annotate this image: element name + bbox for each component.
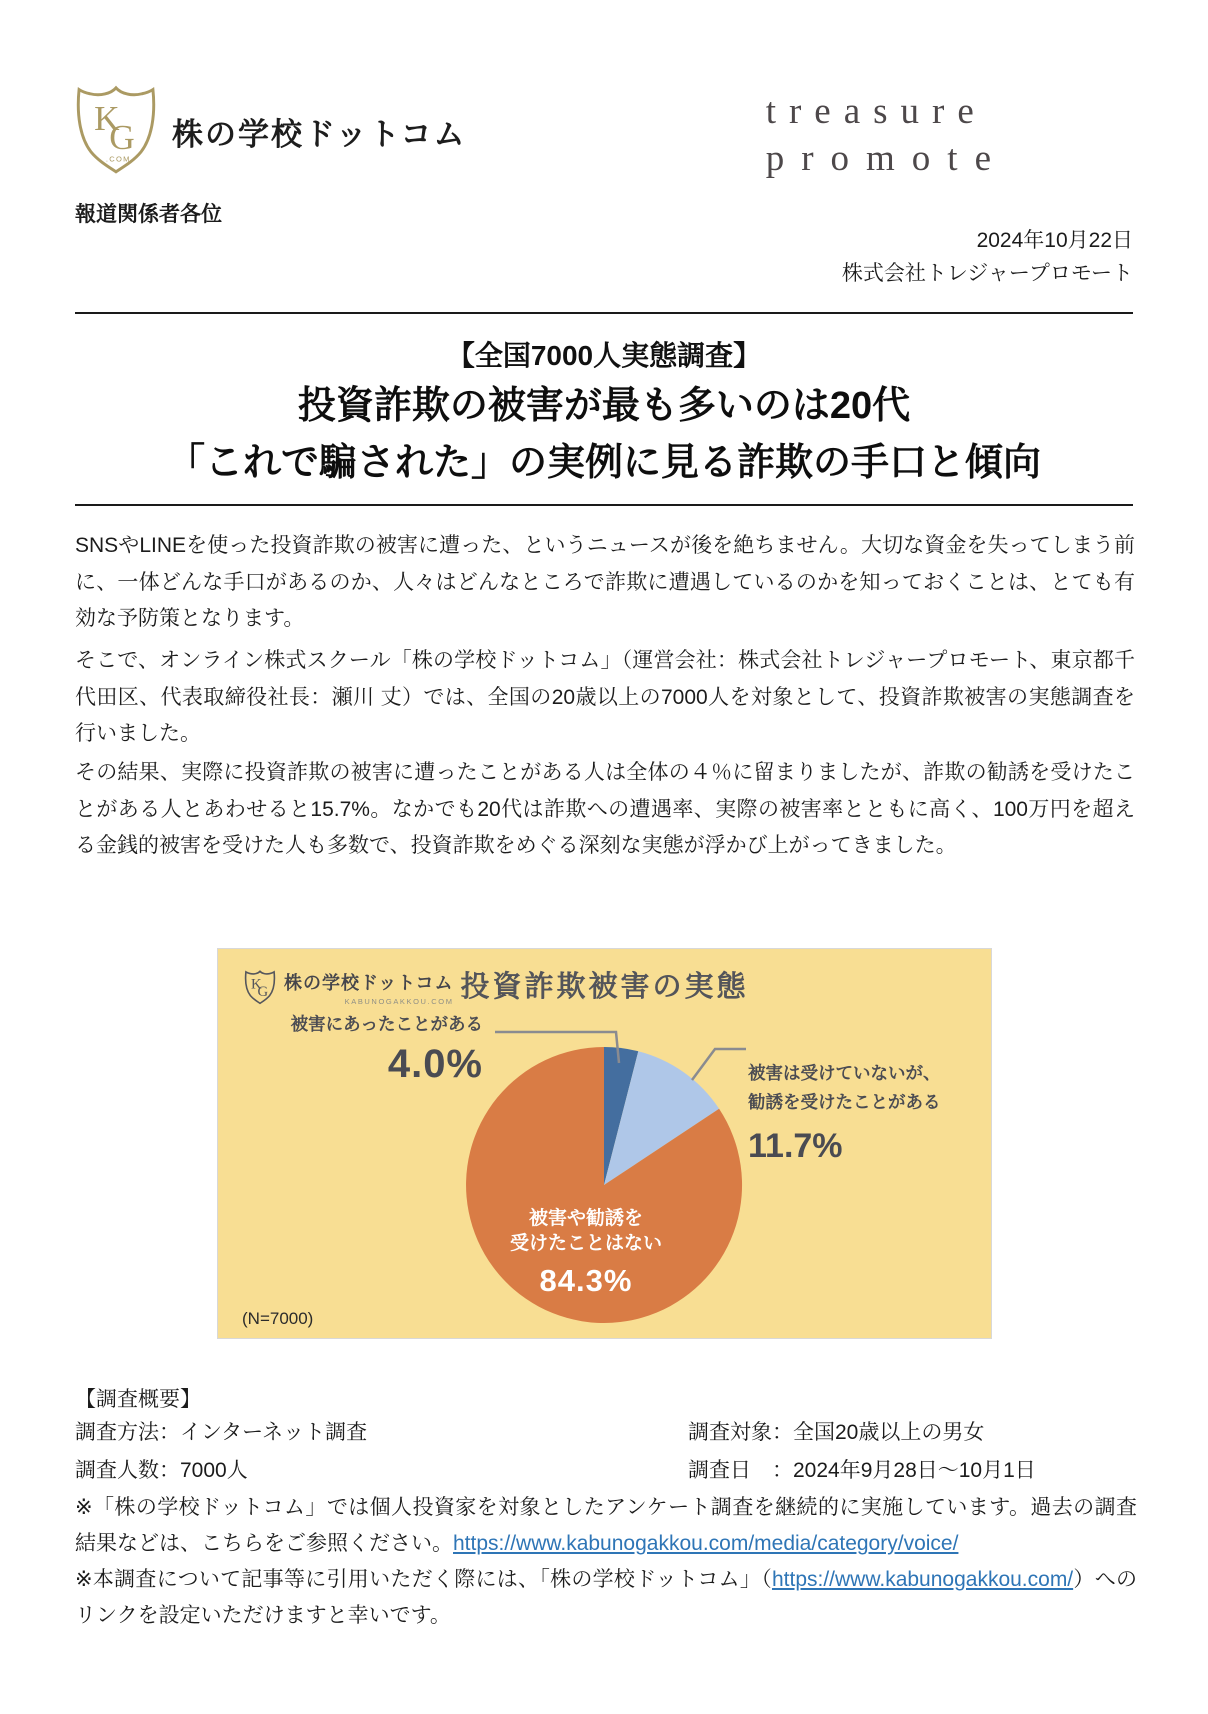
survey-dates: 調査日 ：2024年9月28日～10月1日 <box>688 1459 1036 1482</box>
label-victim <box>291 1011 483 1087</box>
recipient-line: 報道関係者各位 <box>75 203 222 226</box>
company-name: 株式会社トレジャープロモート <box>841 262 1133 285</box>
survey-kicker: 【全国7000人実態調査】 <box>446 340 762 371</box>
footnote-2-link[interactable]: https://www.kabunogakkou.com/ <box>771 1568 1074 1591</box>
footnote-1-link[interactable]: https://www.kabunogakkou.com/media/category/voice/ <box>453 1532 959 1555</box>
chart-title: 投資詐欺被害の実態 <box>460 971 749 1003</box>
survey-method: 調査方法：インターネット調査 <box>75 1421 368 1444</box>
label-victim-text: 被害にあったことがある <box>290 1014 483 1034</box>
footnote-2 <box>75 1562 1137 1634</box>
partner-wordmark <box>766 88 1008 182</box>
footnote-2-post: ）へのリンクを設定いただけますと幸いです。 <box>75 1568 1137 1627</box>
footnote-2-pre: ※本調査について記事等に引用いただく際には、「株の学校ドットコム」（ <box>75 1568 772 1591</box>
pie-chart-figure <box>217 948 992 1339</box>
label-solicited-value: 11.7% <box>748 1127 843 1165</box>
sample-size-note: (N=7000) <box>242 1309 314 1328</box>
divider-title-bottom <box>75 504 1133 506</box>
body-paragraph-2: そこで、オンライン株式スクール「株の学校ドットコム」（運営会社：株式会社トレジャープロモート、東京都千代田区、代表取締役社長：瀬川 丈）では、全国の20歳以上の7000人を対象として、投資詐欺被害の実態調査を行いました。 <box>75 649 1135 745</box>
partner-wordmark-line2: promote <box>765 138 1008 179</box>
label-none-line1: 被害や勧誘を <box>528 1208 643 1229</box>
footnote-1 <box>75 1490 1137 1562</box>
survey-overview-heading: 【調査概要】 <box>75 1388 201 1411</box>
brand-logo <box>74 82 467 181</box>
release-date: 2024年10月22日 <box>976 229 1133 252</box>
survey-sample-size: 調査人数：7000人 <box>75 1459 248 1482</box>
label-solicited <box>748 1059 941 1166</box>
label-none-line2: 受けたことはない <box>509 1233 662 1254</box>
label-none-value: 84.3% <box>539 1263 633 1298</box>
chart-brand-name: 株の学校ドットコム <box>284 973 454 993</box>
label-victim-value: 4.0% <box>387 1042 483 1086</box>
chart-brand-domain: KABUNOGAKKOU.COM <box>344 997 454 1006</box>
svg-text:G: G <box>257 983 269 1000</box>
body-paragraph-1: SNSやLINEを使った投資詐欺の被害に遭った、というニュースが後を絶ちません。大切な資金を失ってしまう前に、一体どんな手口があるのか、人々はどんなところで詐欺に遭遇しているのかを知っておくことは、とても有効な予防策となります。 <box>75 534 1135 630</box>
survey-target: 調査対象：全国20歳以上の男女 <box>688 1421 985 1444</box>
date-company-block <box>842 224 1133 290</box>
label-solicited-line1: 被害は受けていないが、 <box>748 1063 941 1083</box>
svg-text:G: G <box>109 118 135 158</box>
callout-line-solicited <box>692 1049 746 1080</box>
footnotes <box>75 1490 1137 1634</box>
body-paragraph-3: その結果、実際に投資詐欺の被害に遭ったことがある人は全体の４％に留まりましたが、詐欺の勧誘を受けたことがある人とあわせると15.7%。なかでも20代は詐欺への遭遇率、実際の被害率とともに高く、100万円を超える金銭的被害を受けた人も多数で、投資詐欺をめぐる深刻な実態が浮かび上がってきました。 <box>75 761 1135 857</box>
survey-overview-col2 <box>688 1414 1036 1490</box>
survey-overview-col1 <box>75 1414 367 1490</box>
brand-name: 株の学校ドットコム <box>172 117 467 152</box>
shield-monogram-icon <box>74 82 158 181</box>
label-solicited-line2: 勧誘を受けたことがある <box>748 1092 941 1112</box>
label-none <box>436 1206 736 1299</box>
svg-text:.COM: .COM <box>105 154 131 164</box>
page-title <box>0 378 1208 492</box>
divider-top <box>75 312 1133 314</box>
partner-wordmark-line1: treasure <box>765 91 987 132</box>
page-title-line2: 「これで騙された」の実例に見る詐欺の手口と傾向 <box>166 442 1041 484</box>
svg-text:K: K <box>94 98 120 138</box>
svg-text:K: K <box>251 976 262 993</box>
footnote-1-text: ※「株の学校ドットコム」では個人投資家を対象としたアンケート調査を継続的に実施しています。過去の調査結果などは、こちらをご参照ください。 <box>75 1496 1137 1555</box>
page-title-line1: 投資詐欺の被害が最も多いのは20代 <box>297 385 911 427</box>
